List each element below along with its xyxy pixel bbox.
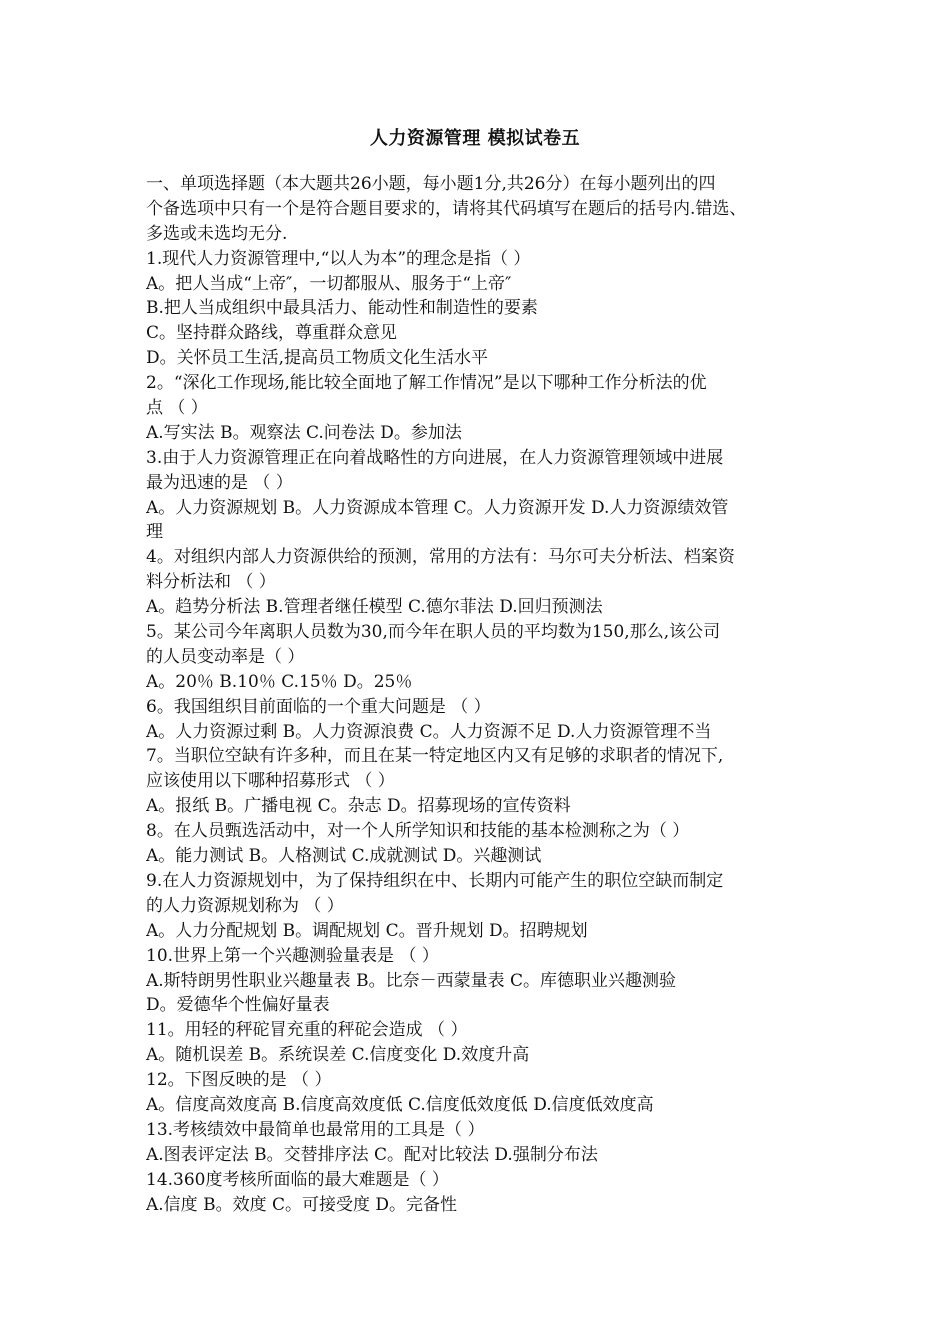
- text-line: A。能力测试 B。人格测试 C.成就测试 D。兴趣测试: [146, 846, 542, 867]
- text-line: C。坚持群众路线，尊重群众意见: [146, 323, 398, 344]
- document-title: 人力资源管理 模拟试卷五: [369, 128, 581, 149]
- text-line: 的人员变动率是（ ）: [146, 646, 305, 667]
- text-line: A。人力资源规划 B。人力资源成本管理 C。人力资源开发 D.人力资源绩效管: [146, 497, 729, 518]
- text-line: 11。用轻的秤砣冒充重的秤砣会造成 （ ）: [146, 1020, 468, 1041]
- text-line: 13.考核绩效中最简单也最常用的工具是（ ）: [146, 1119, 485, 1140]
- text-line: 6。我国组织目前面临的一个重大问题是 （ ）: [146, 696, 491, 717]
- text-line: 8。在人员甄选活动中，对一个人所学知识和技能的基本检测称之为（ ）: [146, 821, 690, 842]
- text-line: 4。对组织内部人力资源供给的预测，常用的方法有：马尔可夫分析法、档案资: [146, 547, 735, 568]
- text-line: 的人力资源规划称为 （ ）: [146, 895, 344, 916]
- text-line: 料分析法和 （ ）: [146, 572, 276, 593]
- text-line: 点 （ ）: [146, 398, 208, 419]
- text-line: 9.在人力资源规划中，为了保持组织在中、长期内可能产生的职位空缺而制定: [146, 870, 724, 891]
- text-line: 多选或未选均无分.: [146, 223, 288, 244]
- text-line: B.把人当成组织中最具活力、能动性和制造性的要素: [146, 298, 538, 319]
- text-line: 2。“深化工作现场,能比较全面地了解工作情况”是以下哪种工作分析法的优: [146, 373, 707, 394]
- text-line: 10.世界上第一个兴趣测验量表是 （ ）: [146, 945, 439, 966]
- text-line: 1.现代人力资源管理中,“以人为本”的理念是指（ ）: [146, 248, 531, 269]
- text-line: 应该使用以下哪种招募形式 （ ）: [146, 771, 395, 792]
- text-line: A。20％ B.10％ C.15％ D。25％: [146, 671, 413, 692]
- text-line: 个备选项中只有一个是符合题目要求的，请将其代码填写在题后的括号内.错选、: [146, 198, 747, 219]
- text-line: A。人力分配规划 B。调配规划 C。晋升规划 D。招聘规划: [146, 920, 588, 941]
- text-line: 一、单项选择题（本大题共26小题，每小题1分,共26分）在每小题列出的四: [146, 174, 716, 194]
- text-line: 最为迅速的是 （ ）: [146, 472, 293, 493]
- text-line: 3.由于人力资源管理正在向着战略性的方向进展，在人力资源管理领域中进展: [146, 447, 724, 468]
- text-line: 5。某公司今年离职人员数为30,而今年在职人员的平均数为150,那么,该公司: [146, 622, 721, 643]
- text-line: A。把人当成“上帝″，一切都服从、服务于“上帝″: [146, 273, 512, 294]
- text-line: D。关怀员工生活,提高员工物质文化生活水平: [146, 348, 489, 369]
- text-line: A。信度高效度高 B.信度高效度低 C.信度低效度低 D.信度低效度高: [146, 1094, 654, 1115]
- text-line: A。报纸 B。广播电视 C。杂志 D。招募现场的宣传资料: [146, 796, 571, 817]
- text-line: A。随机误差 B。系统误差 C.信度变化 D.效度升高: [146, 1045, 530, 1066]
- text-line: 12。下图反映的是 （ ）: [146, 1070, 332, 1091]
- text-line: A.斯特朗男性职业兴趣量表 B。比奈－西蒙量表 C。库德职业兴趣测验: [146, 970, 676, 991]
- text-line: A.图表评定法 B。交替排序法 C。配对比较法 D.强制分布法: [146, 1144, 598, 1165]
- text-line: A。人力资源过剩 B。人力资源浪费 C。人力资源不足 D.人力资源管理不当: [146, 721, 712, 742]
- text-line: D。爱德华个性偏好量表: [146, 995, 330, 1016]
- text-line: A。趋势分析法 B.管理者继任模型 C.德尔菲法 D.回归预测法: [146, 597, 603, 618]
- text-line: 7。当职位空缺有许多种，而且在某一特定地区内又有足够的求职者的情况下,: [146, 746, 724, 767]
- text-line: 14.360度考核所面临的最大难题是（ ）: [146, 1169, 449, 1190]
- document-body: [146, 172, 814, 1217]
- text-line: A.写实法 B。观察法 C.问卷法 D。参加法: [146, 422, 462, 443]
- text-line: A.信度 B。效度 C。可接受度 D。完备性: [146, 1194, 458, 1215]
- text-line: 理: [146, 522, 163, 543]
